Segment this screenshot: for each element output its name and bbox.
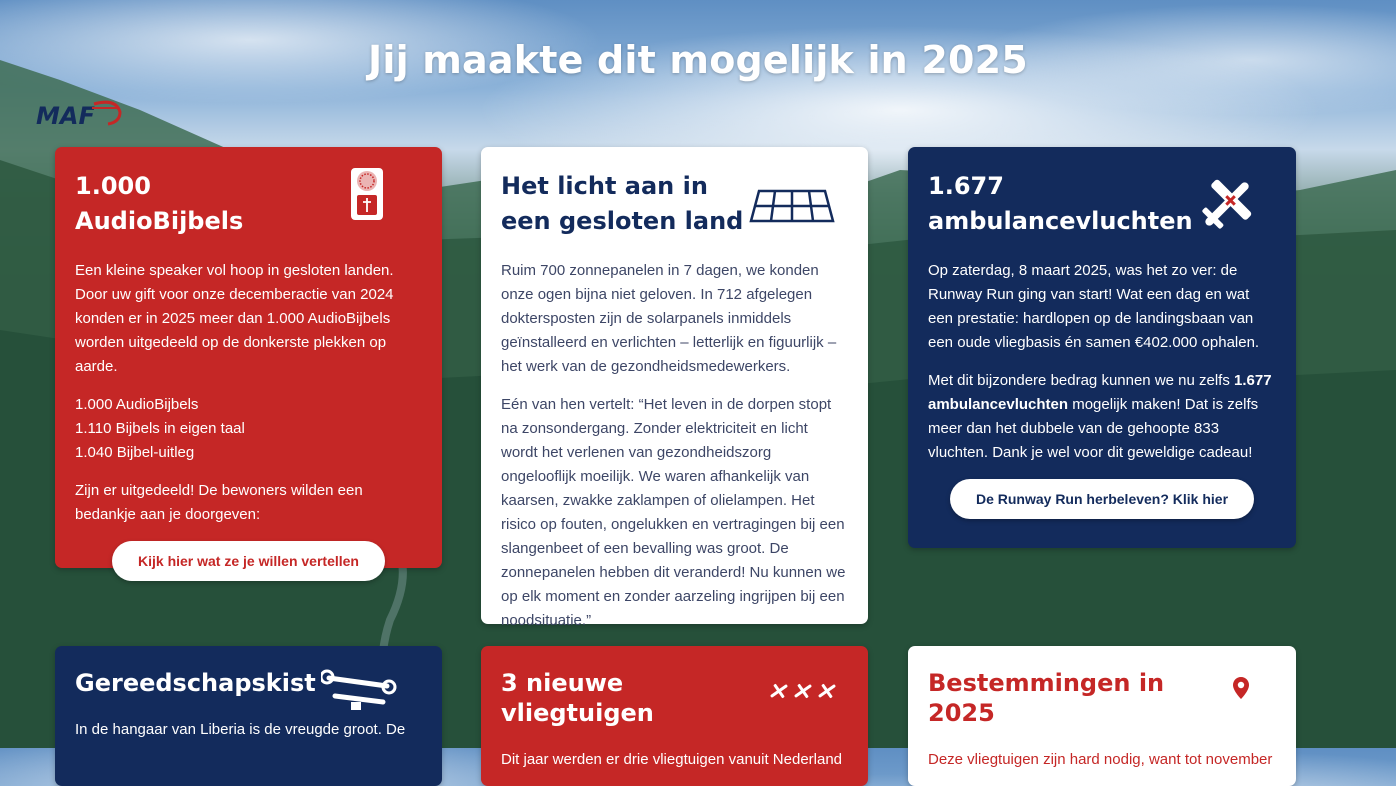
three-planes-icon — [769, 676, 839, 706]
location-pin-icon — [1232, 676, 1250, 700]
destinations-card — [908, 646, 1296, 786]
card-title: 3 nieuwe vliegtuigen — [501, 669, 654, 727]
ambulance-plane-icon — [1196, 173, 1258, 235]
card-paragraph: Ruim 700 zonnepanelen in 7 dagen, we konden onze ogen bijna niet geloven. In 712 afgelegen doktersposten zijn de solarpanels inmiddels geïnstalleerd en verlichten – letterlijk en figuurlijk – het werk van de gezondheidsmedewerkers. — [501, 262, 837, 375]
card-title: 1.677 ambulancevluchten — [928, 172, 1193, 235]
card-paragraph-2 — [928, 369, 1276, 465]
card-title: Gereedschapskist — [75, 669, 316, 697]
maf-logo[interactable] — [34, 96, 124, 130]
text-after: mogelijk maken! Dat is zelfs meer dan het dubbele van de gehoopte 833 vluchten. Dank je wel voor dit geweldige cadeau! — [928, 396, 1259, 461]
card-outro: Zijn er uitgedeeld! De bewoners wilden een bedankje aan je doorgeven: — [75, 482, 363, 523]
text-before: Met dit bijzondere bedrag kunnen we nu zelfs — [928, 372, 1235, 389]
card-paragraph: In de hangaar van Liberia is de vreugde groot. De — [75, 721, 406, 738]
card-title: Het licht aan in een gesloten land — [501, 172, 744, 235]
audiobibles-card — [55, 147, 442, 568]
planes-card — [481, 646, 868, 786]
card-intro: Een kleine speaker vol hoop in gesloten landen. Door uw gift voor onze decemberactie van 2024 konden er in 2025 meer dan 1.000 AudioBijbels worden uitgedeeld op de donkerste plekken op aarde. — [75, 262, 394, 375]
runway-run-button[interactable]: De Runway Run herbeleven? Klik hier — [950, 479, 1254, 519]
stat-item: 1.110 Bijbels in eigen taal — [75, 420, 245, 437]
ambulance-card — [908, 147, 1296, 548]
solar-card — [481, 147, 868, 629]
card-quote: Eén van hen vertelt: “Het leven in de dorpen stopt na zonsondergang. Zonder elektriciteit en licht wordt het verlenen van gezondheidszorg ongelooflijk moeilijk. We waren afhankelijk van kaarsen, zwakke zaklampen of olielampen. Het risico op fouten, ongelukken en vertragingen bij een slangenbeet of een bevalling was groot. De zonnepanelen hebben dit veranderd! Nu kunnen we op elk moment en zonder aarzeling ingrijpen bij een noodsituatie.” — [501, 396, 846, 629]
stat-item: 1.000 AudioBijbels — [75, 396, 199, 413]
card-paragraph: Deze vliegtuigen zijn hard nodig, want tot november — [928, 751, 1273, 768]
card-title: Bestemmingen in 2025 — [928, 669, 1165, 727]
page-title: Jij maakte dit mogelijk in 2025 — [368, 38, 1028, 82]
solar-panel-icon — [749, 189, 835, 223]
watch-thanks-button[interactable]: Kijk hier wat ze je willen vertellen — [112, 541, 385, 581]
toolbox-card — [55, 646, 442, 786]
wrench-tools-icon — [321, 668, 397, 712]
card-paragraph: Dit jaar werden er drie vliegtuigen vanuit Nederland — [501, 751, 843, 768]
card-title: 1.000 AudioBijbels — [75, 172, 244, 235]
audio-bible-speaker-icon — [350, 167, 384, 221]
stats-list — [75, 393, 422, 465]
card-paragraph: Op zaterdag, 8 maart 2025, was het zo ver: de Runway Run ging van start! Wat een dag en wat een prestatie: hardlopen op de landingsbaan van een oude vliegbasis én samen €402.000 ophalen. — [928, 262, 1260, 351]
logo-text: MAF — [36, 102, 95, 130]
highlight-flights: 1.677 ambulancevluchten — [928, 372, 1272, 413]
stat-item: 1.040 Bijbel-uitleg — [75, 444, 195, 461]
